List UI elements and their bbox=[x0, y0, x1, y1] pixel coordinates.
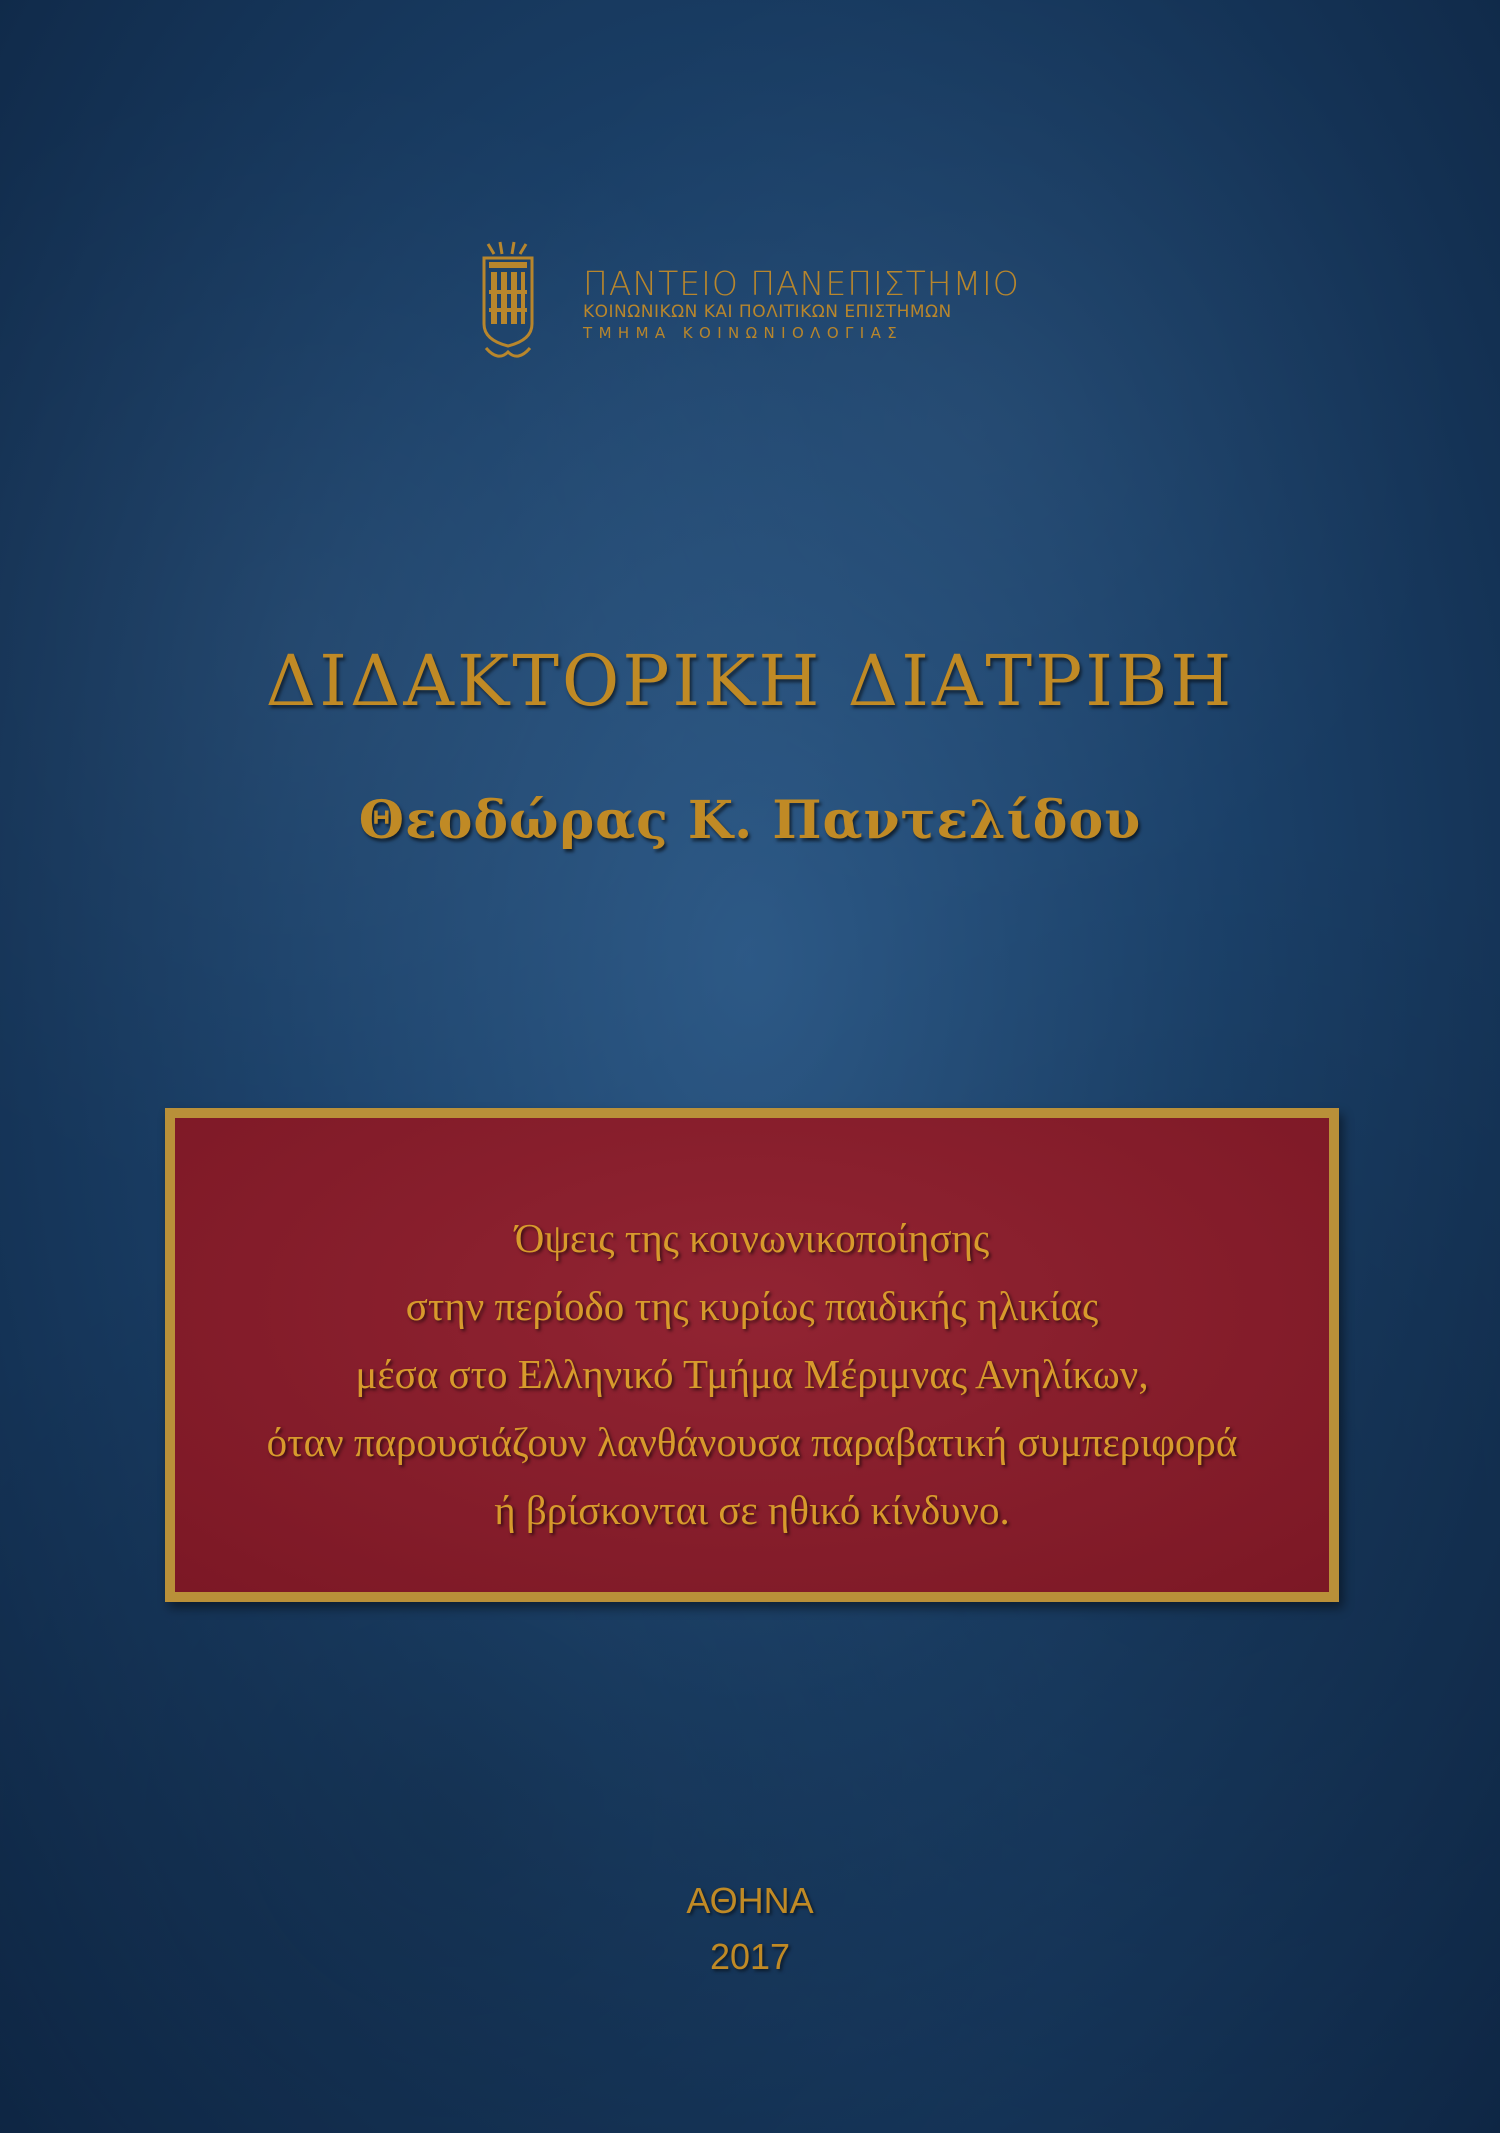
title-line: μέσα στο Ελληνικό Τμήμα Μέριμνας Ανηλίκων, bbox=[355, 1351, 1149, 1397]
university-crest-icon bbox=[480, 240, 536, 362]
publication-place: ΑΘΗΝΑ bbox=[686, 1880, 814, 1921]
thesis-title-panel bbox=[175, 1118, 1329, 1592]
thesis-type-heading: ΔΙΔΑΚΤΟΡΙΚΗ ΔΙΑΤΡΙΒΗ bbox=[265, 640, 1235, 722]
university-name: ΠΑΝΤΕΙΟ ΠΑΝΕΠΙΣΤΗΜΙΟ bbox=[583, 264, 1020, 303]
title-line: όταν παρουσιάζουν λανθάνουσα παραβατική συμπεριφορά bbox=[266, 1419, 1238, 1465]
title-line: Όψεις της κοινωνικοποίησης bbox=[514, 1215, 990, 1261]
university-logo bbox=[480, 240, 1020, 360]
author-name: Θεοδώρας Κ. Παντελίδου bbox=[358, 790, 1142, 851]
title-line: ή βρίσκονται σε ηθικό κίνδυνο. bbox=[494, 1487, 1010, 1533]
publication-year: 2017 bbox=[709, 1936, 791, 1977]
thesis-title-box bbox=[165, 1108, 1339, 1602]
title-line: στην περίοδο της κυρίως παιδικής ηλικίας bbox=[405, 1283, 1099, 1329]
school-name: ΚΟΙΝΩΝΙΚΩΝ ΚΑΙ ΠΟΛΙΤΙΚΩΝ ΕΠΙΣΤΗΜΩΝ bbox=[583, 302, 952, 322]
department-name: ΤΜΗΜΑ ΚΟΙΝΩΝΙΟΛΟΓΙΑΣ bbox=[583, 324, 904, 342]
